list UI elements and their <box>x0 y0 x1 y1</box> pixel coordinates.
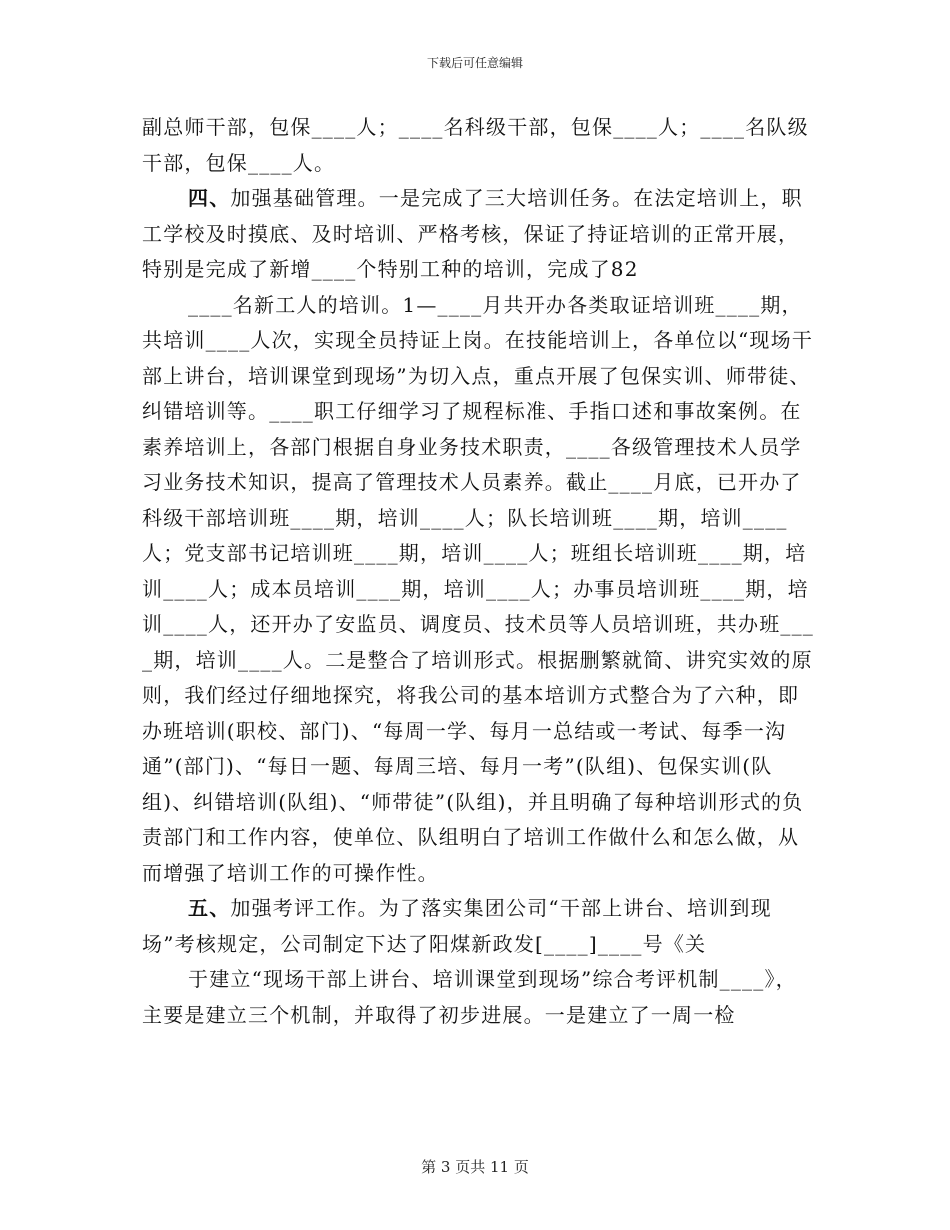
paragraph <box>142 288 814 892</box>
paragraph-lead: 五、 <box>188 896 231 920</box>
paragraph-text: ____名新工人的培训。1—____月共开办各类取证培训班____期，共培训____人次，实现全员持证上岗。在技能培训上，各单位以“现场干部上讲台，培训课堂到现场”为切入点，重点开展了包保实训、师带徒、纠错培训等。____职工仔细学习了规程标准、手指口述和事故案例。在素养培训上，各部门根据自身业务技术职责，____各级管理技术人员学习业务技术知识，提高了管理技术人员素养。截止____月底，已开办了科级干部培训班____期，培训____人；队长培训班____期，培训____人；党支部书记培训班____期，培训____人；班组长培训班____期，培训____人；成本员培训____期，培训____人；办事员培训班____期，培训____人，还开办了安监员、调度员、技术员等人员培训班，共办班____期，培训____人。二是整合了培训形式。根据删繁就简、讲究实效的原则，我们经过仔细地探究，将我公司的基本培训方式整合为了六种，即办班培训(职校、部门)、“每周一学、每月一总结或一考试、每季一沟通”(部门)、“每日一题、每周三培、每月一考”(队组)、包保实训(队组)、纠错培训(队组)、“师带徒”(队组)，并且明确了每种培训形式的负责部门和工作内容，使单位、队组明白了培训工作做什么和怎么做，从而增强了培训工作的可操作性。 <box>142 292 814 885</box>
paragraph-text: 副总师干部，包保____人；____名科级干部，包保____人；____名队级干部，包保____人。 <box>142 115 809 175</box>
page-header: 下载后可任意编辑 <box>426 56 523 70</box>
paragraph-text: 于建立“现场干部上讲台、培训课堂到现场”综合考评机制____》，主要是建立三个机制，并取得了初步进展。一是建立了一周一检 <box>142 967 797 1027</box>
paragraph <box>142 181 814 288</box>
paragraph <box>142 962 814 1033</box>
paragraph-lead: 四、 <box>188 186 231 210</box>
paragraph-text: 加强基础管理。一是完成了三大培训任务。在法定培训上，职工学校及时摸底、及时培训、严格考核，保证了持证培训的正常开展，特别是完成了新增____个特别工种的培训，完成了82 <box>142 186 803 281</box>
paragraph-text: 加强考评工作。为了落实集团公司“干部上讲台、培训到现场”考核规定，公司制定下达了阳煤新政发[____]____号《关 <box>142 896 772 956</box>
paragraph <box>142 891 814 962</box>
document-body <box>142 110 814 1033</box>
page-footer: 第 3 页共 11 页 <box>421 1158 529 1176</box>
paragraph <box>142 110 814 181</box>
